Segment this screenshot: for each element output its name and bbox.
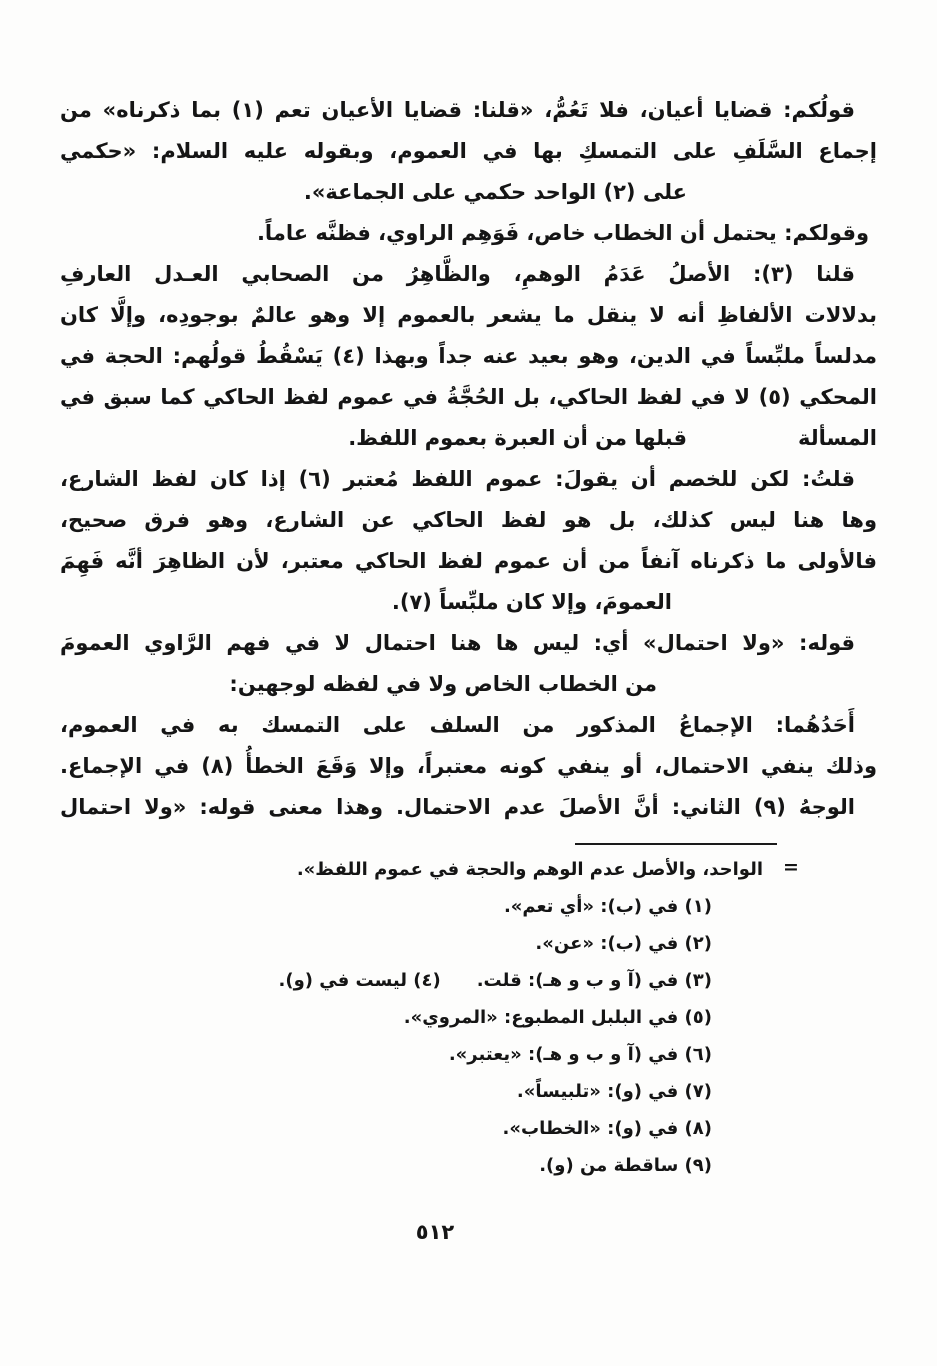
footnote-separator-rule (575, 843, 777, 845)
text-line: أَحَدُهُما: الإجماعُ المذكور من السلف على التمسك به في العموم، (60, 713, 855, 737)
text-line: قلنا (٣): الأصلُ عَدَمُ الوهمِ، والظَّاهِرُ من الصحابي العـدل العارفِ (60, 262, 855, 286)
footnote-continuation-mark: = (783, 856, 799, 878)
text-line: وقولكم: يحتمل أن الخطاب خاص، فَوَهِم الراوي، فظنَّه عاماً. (256, 221, 869, 245)
text-line: وذلك ينفي الاحتمال، أو ينفي كونه معتبراً، وإلا وَقَعَ الخطأُ (٨) في الإجماع. (60, 754, 877, 778)
footnote-item: (٧) في (و): «تلبيساً». (516, 1081, 712, 1102)
text-line: قولُكم: قضايا أعيان، فلا تَعُمُّ، «قلنا: قضايا الأعيان تعم (١) بما ذكرناه» من (60, 98, 855, 122)
text-line: بدلالات الألفاظِ أنه لا ينقل ما يشعر بالعموم إلا وهو عالمٌ بوجودِه، وإلَّا كان (60, 303, 877, 327)
footnote-continuation-text: الواحد، والأصل عدم الوهم والحجة في عموم اللفظ». (296, 859, 763, 880)
text-line: المحكي (٥) لا في لفظ الحاكي، بل الحُجَّةُ في عموم لفظ الحاكي كما سبق في المسألة (60, 385, 877, 450)
text-line: مدلساً ملبِّساً في الدين، وهو بعيد عنه جداً وبهذا (٤) يَسْقُطُ قولُهم: الحجة في (60, 344, 877, 368)
footnote-item: (١) في (ب): «أي تعم». (503, 896, 712, 917)
text-line: الوجهُ (٩) الثاني: أنَّ الأصلَ عدم الاحتمال. وهذا معنى قوله: «ولا احتمال (60, 795, 855, 819)
text-line: وها هنا ليس كذلك، بل هو لفظ الحاكي عن الشارع، وهو فرق صحيح، (60, 508, 877, 532)
footnote-item: (٤) ليست في (و). (278, 970, 441, 991)
footnote-item: (٨) في (و): «الخطاب». (502, 1118, 712, 1139)
text-line: على (٢) الواحد حكمي على الجماعة». (303, 180, 687, 204)
text-line: العمومَ، وإلا كان ملبِّساً (٧). (391, 590, 672, 614)
footnote-item: (٢) في (ب): «عن». (535, 933, 712, 954)
footnotes-block (237, 843, 777, 1184)
footnote-item: (٥) في البلبل المطبوع: «المروي». (403, 1007, 712, 1028)
text-line: فالأولى ما ذكرناه آنفاً من أن عموم لفظ الحاكي معتبر، لأن الظاهِرَ أنَّه فَهِمَ (60, 549, 877, 573)
text-line: قوله: «ولا احتمال» أي: ليس ها هنا احتمال لا في فهم الرَّاوي العمومَ (60, 631, 855, 655)
text-line: قبلها من أن العبرة بعموم اللفظ. (348, 426, 687, 450)
text-line: قلتُ: لكن للخصم أن يقولَ: عموم اللفظ مُعتبر (٦) إذا كان لفظ الشارع، (60, 467, 855, 491)
footnote-item: (٦) في (آ و ب و هـ): «يعتبر». (448, 1044, 712, 1065)
main-text-block (60, 90, 877, 828)
footnote-item: (٩) ساقطة من (و). (539, 1155, 712, 1176)
footnote-row (237, 962, 777, 999)
text-line: من الخطاب الخاص ولا في لفظه لوجهين: (229, 672, 657, 696)
page-number: ٥١٢ (415, 1220, 455, 1244)
text-line: إجماع السَّلَفِ على التمسكِ بها في العموم، وبقوله عليه السلام: «حكمي (60, 139, 877, 163)
footnote-item: (٣) في (آ و ب و هـ): قلت. (476, 970, 712, 991)
